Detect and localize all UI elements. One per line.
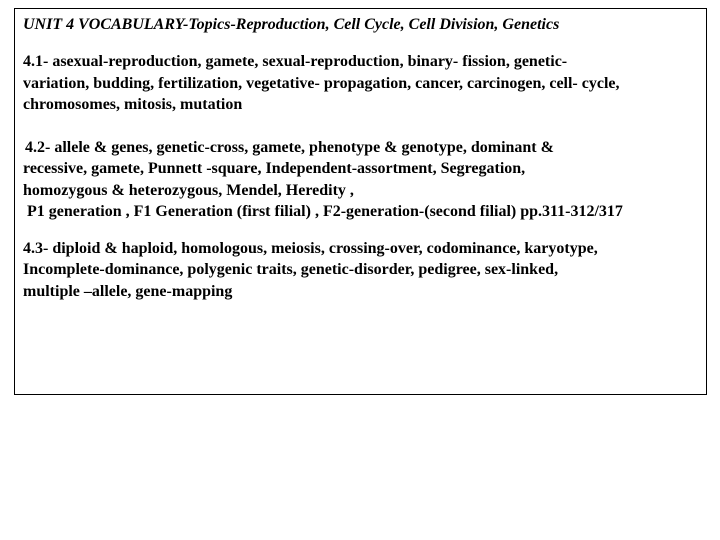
section-line: chromosomes, mitosis, mutation [23,96,243,113]
section-4-1 [23,51,698,116]
vocabulary-box [14,8,707,395]
section-4-3 [23,238,698,303]
section-line: P1 generation , F1 Generation (first filial) , F2-generation-(second filial) pp.311-312/317 [27,203,623,220]
section-line: Incomplete-dominance, polygenic traits, genetic-disorder, pedigree, sex-linked, [23,261,559,278]
unit-title: UNIT 4 VOCABULARY-Topics-Reproduction, Cell Cycle, Cell Division, Genetics [23,16,560,33]
section-line: recessive, gamete, Punnett -square, Independent-assortment, Segregation, [23,160,526,177]
section-line: 4.3- diploid & haploid, homologous, meiosis, crossing-over, codominance, karyotype, [23,239,598,257]
section-line: 4.1- asexual-reproduction, gamete, sexual-reproduction, binary- fission, genetic- [23,53,568,70]
section-4-2 [23,137,698,223]
section-line: multiple –allele, gene-mapping [23,282,233,300]
section-line: homozygous & heterozygous, Mendel, Heredity , [23,181,354,199]
section-line: 4.2- allele & genes, genetic-cross, gamete, phenotype & genotype, dominant & [25,138,554,156]
section-line: variation, budding, fertilization, vegetative- propagation, cancer, carcinogen, cell- cycle, [23,74,620,92]
